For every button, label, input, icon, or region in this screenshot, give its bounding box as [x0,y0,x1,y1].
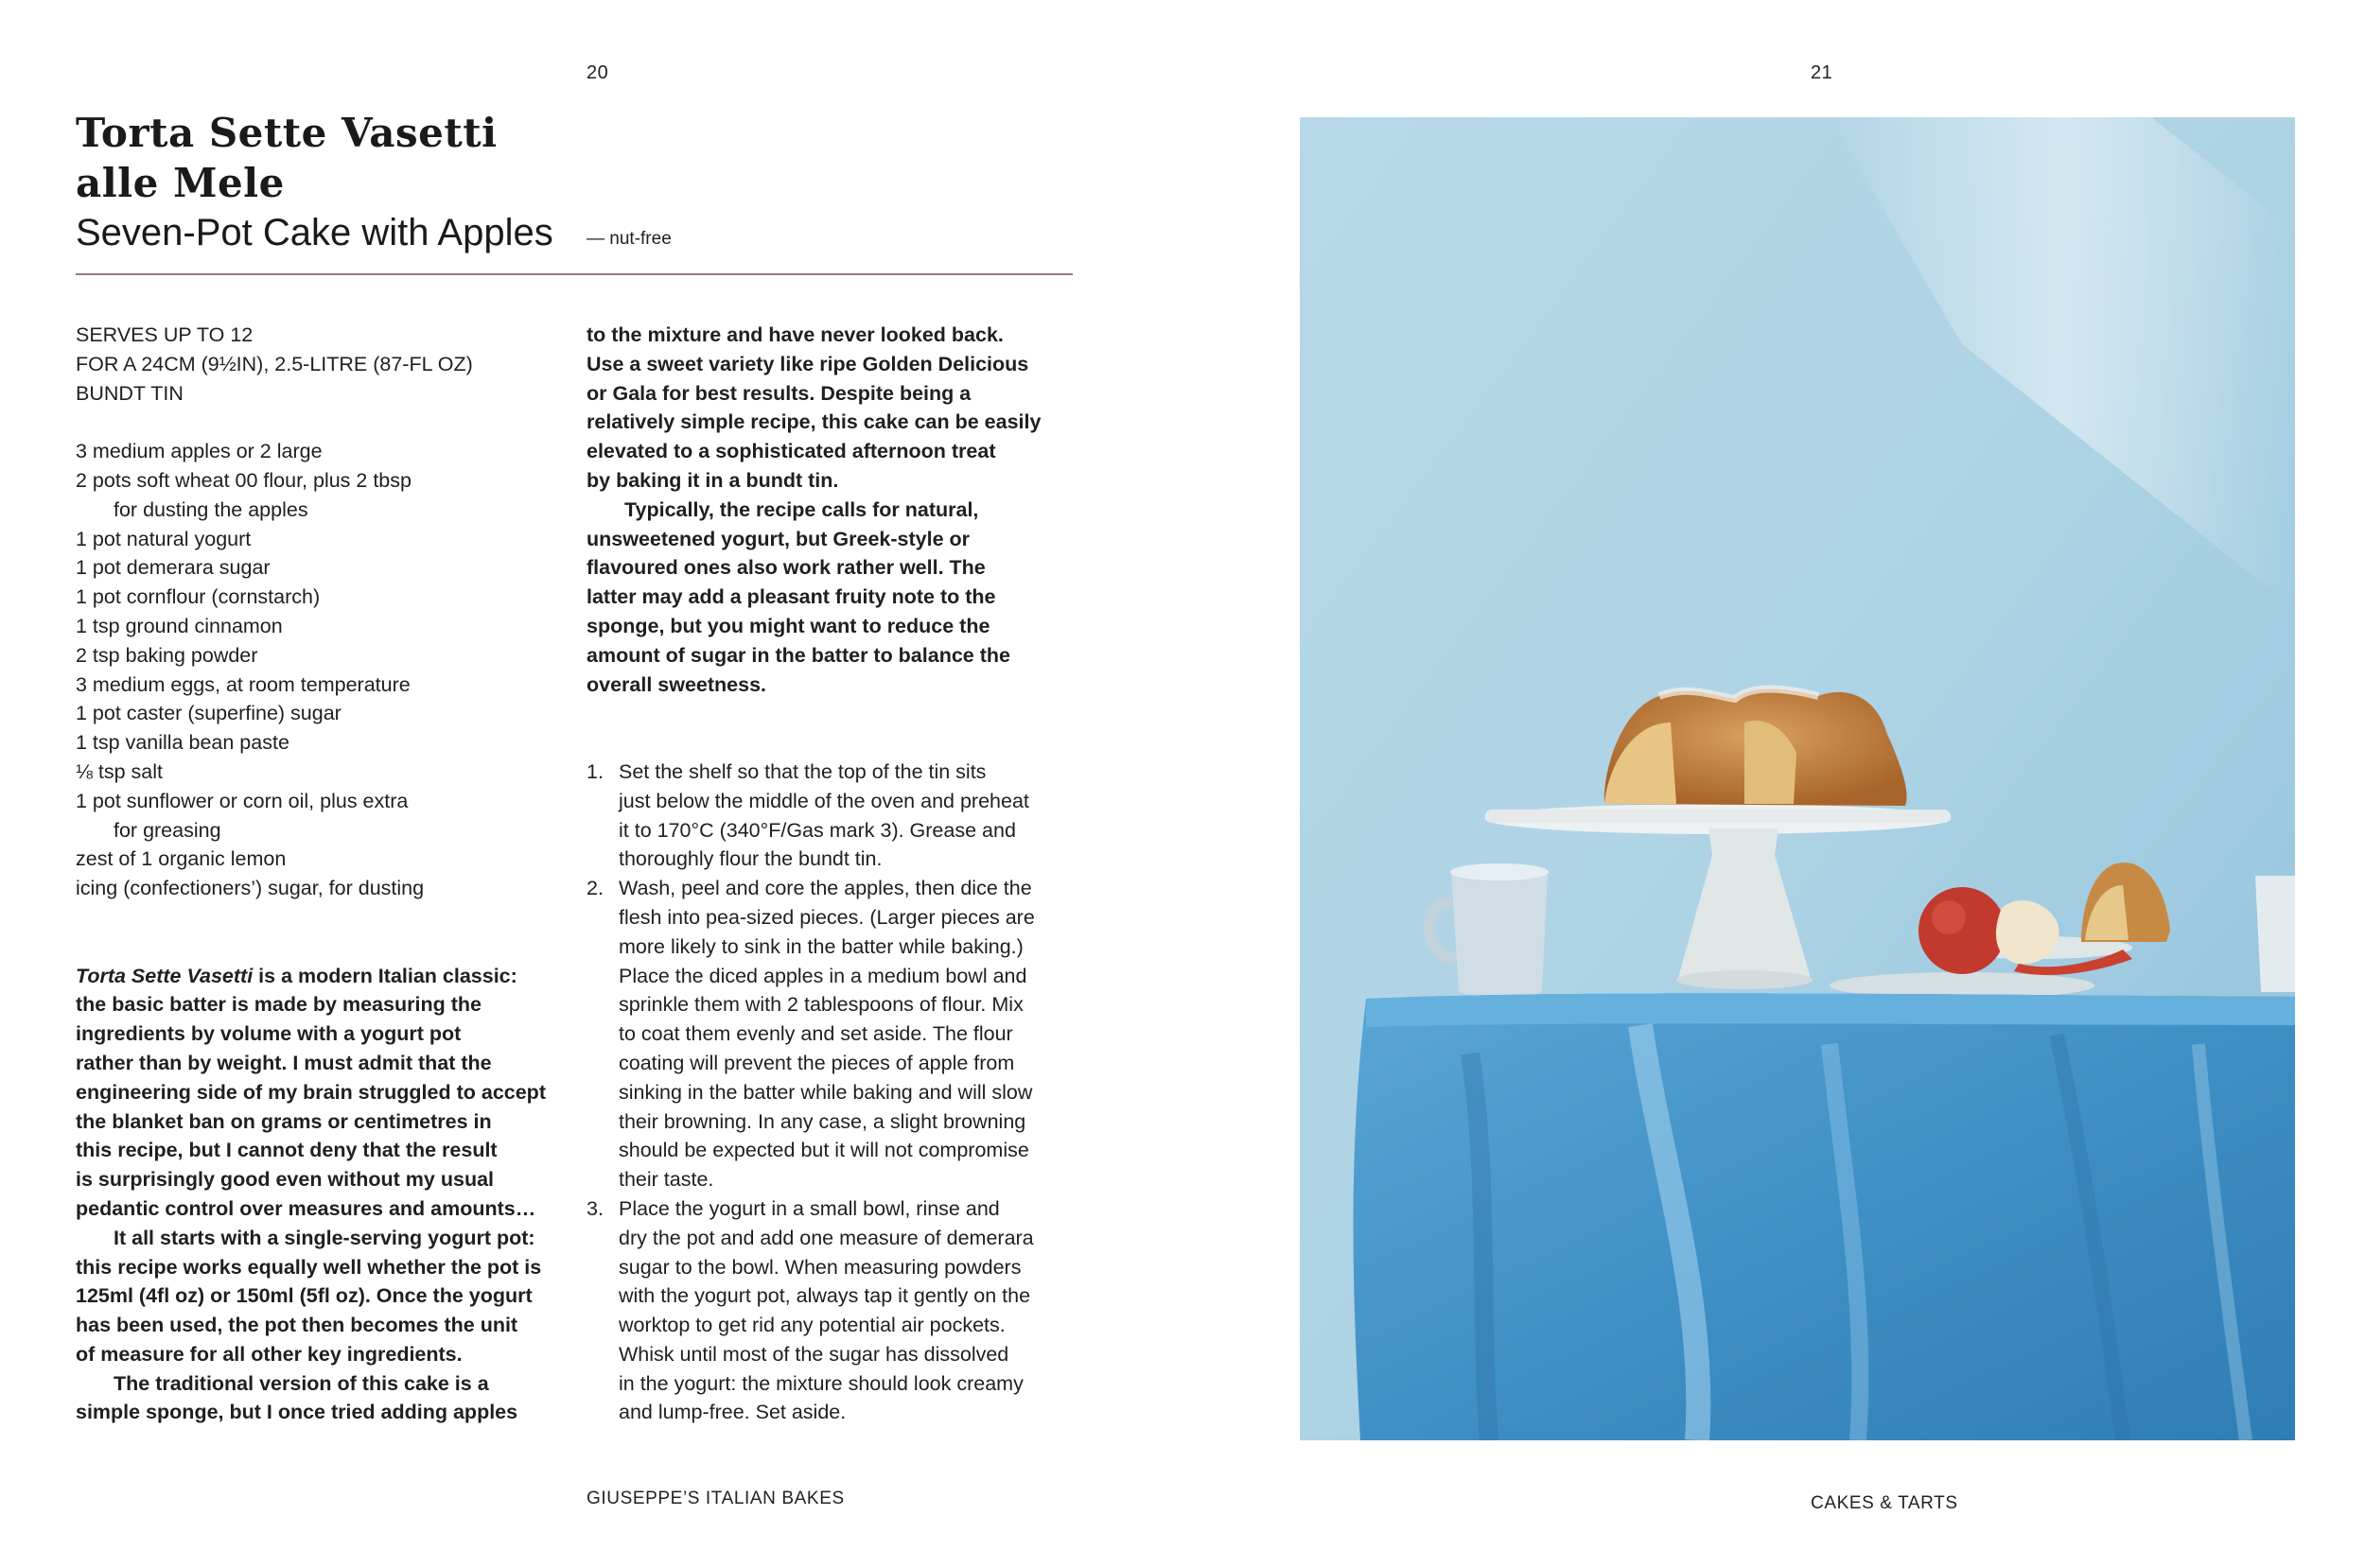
step-line: more likely to sink in the batter while baking.) [619,934,1024,958]
ingredient-item: 1 pot natural yogurt [76,527,252,550]
intro-line: Use a sweet variety like ripe Golden Delicious [587,352,1029,375]
ingredient-item: for greasing [114,818,221,842]
ceramic-cup-left [1451,872,1548,997]
step-line: their browning. In any case, a slight browning [619,1109,1026,1133]
step-line: thoroughly flour the bundt tin. [619,847,883,871]
step-line: it to 170°C (340°F/Gas mark 3). Grease and [619,818,1016,842]
step-line: Set the shelf so that the top of the tin sits [619,759,987,783]
step-line: flesh into pea-sized pieces. (Larger pieces are [619,905,1035,929]
ingredient-item: 1 tsp ground cinnamon [76,614,283,637]
step-line: Whisk until most of the sugar has dissolved [619,1342,1009,1366]
step-line: their taste. [619,1168,714,1192]
method-steps [587,758,1078,1427]
intro-text [76,962,568,1428]
intro-line: latter may add a pleasant fruity note to the [587,585,996,609]
step-line: to coat them evenly and set aside. The flour [619,1022,1013,1046]
ceramic-cup-right [2255,876,2295,992]
step-line: worktop to get rid any potential air pockets. [619,1314,1006,1337]
intro-line: elevated to a sophisticated afternoon treat [587,440,996,463]
step-line: should be expected but it will not compromise [619,1139,1029,1162]
ingredient-item: 1 pot caster (superfine) sugar [76,702,342,725]
title-divider [76,273,1073,275]
intro-line: this recipe, but I cannot deny that the result [76,1139,498,1162]
intro-line: 125ml (4fl oz) or 150ml (5fl oz). Once the yogurt [76,1284,533,1308]
intro-line: pedantic control over measures and amounts… [76,1196,536,1220]
ingredient-item: 1 tsp vanilla bean paste [76,731,289,755]
intro-line: rather than by weight. I must admit that the [76,1051,492,1074]
intro-line: overall sweetness. [587,672,767,696]
right-column [587,321,1078,1427]
intro-line: relatively simple recipe, this cake can be easily [587,410,1042,434]
red-apple [1918,887,2006,974]
serves-line: FOR A 24CM (9½IN), 2.5-LITRE (87-FL OZ) [76,352,473,375]
step-line: with the yogurt pot, always tap it gently on the [619,1284,1031,1308]
step-line: just below the middle of the oven and preheat [619,789,1029,812]
step-line: sugar to the bowl. When measuring powders [619,1255,1022,1279]
ingredient-item: 2 pots soft wheat 00 flour, plus 2 tbsp [76,468,412,492]
ingredients-list [76,437,568,903]
step-line: coating will prevent the pieces of apple from [619,1051,1015,1074]
intro-line: to the mixture and have never looked back. [587,323,1004,346]
step-line: Wash, peel and core the apples, then dice the [619,877,1032,900]
dietary-tag: — nut-free [587,229,672,249]
footer-section: CAKES & TARTS [1811,1493,1958,1513]
method-step [587,1194,1078,1427]
intro-line: It all starts with a single-serving yogurt pot: [114,1226,535,1249]
ingredient-item: zest of 1 organic lemon [76,847,287,871]
recipe-photo [1300,117,2295,1440]
step-number: 2. [587,877,604,900]
intro-line: engineering side of my brain struggled to accept [76,1080,546,1104]
intro-line: or Gala for best results. Despite being a [587,381,972,405]
intro-line: has been used, the pot then becomes the unit [76,1314,518,1337]
page-number-right: 21 [1811,62,1833,83]
step-line: Place the yogurt in a small bowl, rinse and [619,1196,1000,1220]
ingredient-item: 3 medium eggs, at room temperature [76,672,411,696]
intro-line: of measure for all other key ingredients. [76,1342,463,1366]
intro-line: simple sponge, but I once tried adding apples [76,1401,518,1424]
intro-line: unsweetened yogurt, but Greek-style or [587,527,971,550]
ingredient-item: 3 medium apples or 2 large [76,440,323,463]
left-column [76,321,568,1427]
intro-first-line-rest: is a modern Italian classic: [253,964,517,987]
intro-italic-title: Torta Sette Vasetti [76,964,254,987]
recipe-title-italian [76,108,643,208]
step-line: Place the diced apples in a medium bowl and [619,964,1027,987]
intro-line: the blanket ban on grams or centimetres in [76,1109,492,1133]
title-italian-line-2: alle Mele [76,160,285,206]
intro-line: is surprisingly good even without my usual [76,1168,495,1192]
intro-line: amount of sugar in the batter to balance the [587,643,1010,667]
ingredient-item: 1 pot cornflour (cornstarch) [76,585,321,609]
step-line: sinking in the batter while baking and will slow [619,1080,1033,1104]
intro-line: by baking it in a bundt tin. [587,468,839,492]
intro-continued [587,321,1078,699]
step-line: sprinkle them with 2 tablespoons of flour. Mix [619,993,1024,1017]
ingredient-item: for dusting the apples [114,497,308,521]
method-step [587,874,1078,1194]
recipe-title-english: Seven-Pot Cake with Apples [76,212,553,253]
intro-line: The traditional version of this cake is a [114,1371,489,1395]
intro-line: flavoured ones also work rather well. The [587,556,986,580]
step-line: and lump-free. Set aside. [619,1401,847,1424]
ingredient-item: icing (confectioners’) sugar, for dusting [76,877,425,900]
ingredient-item: 1 pot demerara sugar [76,556,271,580]
intro-line: this recipe works equally well whether the pot is [76,1255,542,1279]
step-number: 1. [587,759,604,783]
serves-line: SERVES UP TO 12 [76,323,254,346]
intro-line: the basic batter is made by measuring the [76,993,482,1017]
intro-line: Typically, the recipe calls for natural, [624,497,979,521]
serves-line: BUNDT TIN [76,381,184,405]
footer-book-title: GIUSEPPE’S ITALIAN BAKES [587,1489,845,1508]
ingredient-item: 1 pot sunflower or corn oil, plus extra [76,789,409,812]
page-number-left: 20 [587,62,609,83]
intro-line: sponge, but you might want to reduce the [587,614,990,637]
ingredient-item: ⅛ tsp salt [76,759,164,783]
intro-line: ingredients by volume with a yogurt pot [76,1022,462,1046]
step-number: 3. [587,1196,604,1220]
serves-block [76,321,568,408]
method-step [587,758,1078,874]
title-italian-line-1: Torta Sette Vasetti [76,110,498,156]
step-line: dry the pot and add one measure of demerara [619,1226,1034,1249]
step-line: in the yogurt: the mixture should look creamy [619,1371,1024,1395]
ingredient-item: 2 tsp baking powder [76,643,258,667]
